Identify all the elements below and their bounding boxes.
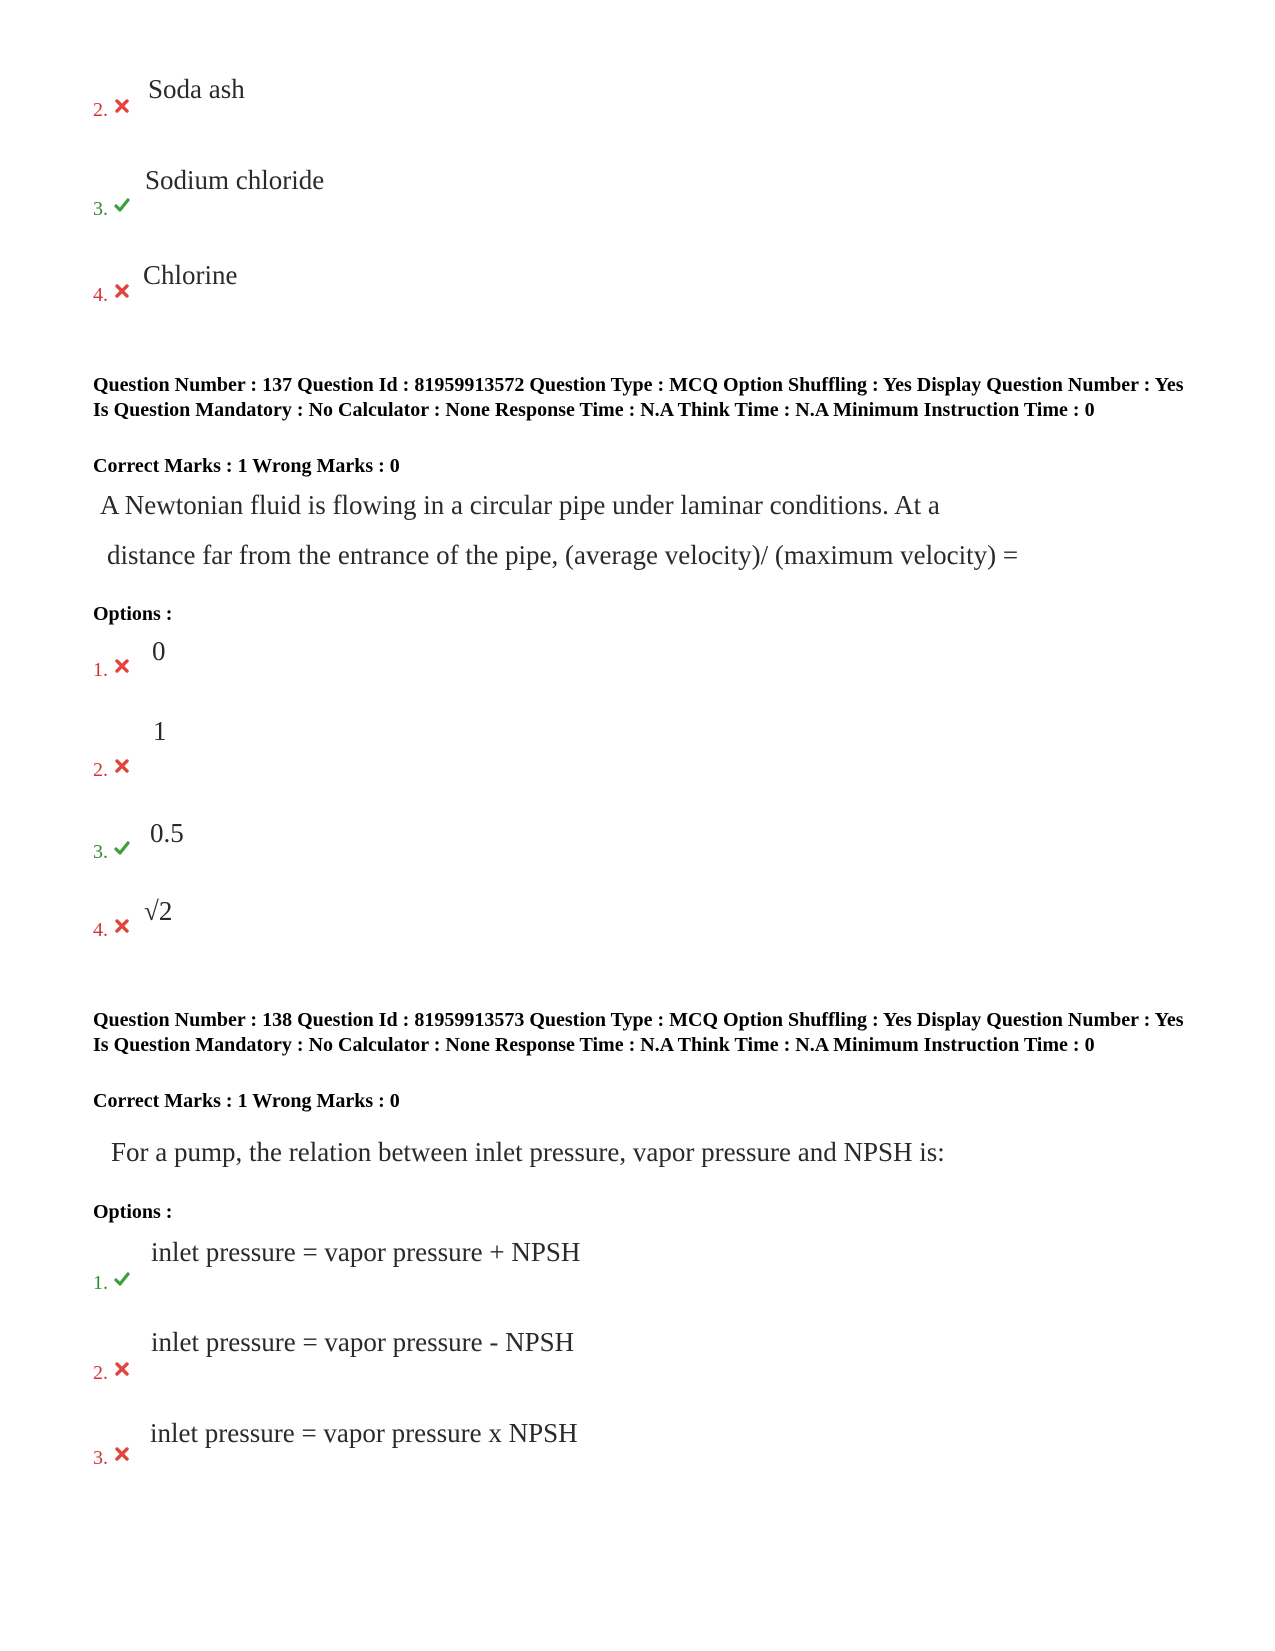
question-marks: Correct Marks : 1 Wrong Marks : 0 xyxy=(93,455,400,477)
question-text: distance far from the entrance of the pipe, (average velocity)/ (maximum velocity) = xyxy=(107,540,1019,570)
option-text: Soda ash xyxy=(148,74,245,104)
question-text: For a pump, the relation between inlet pressure, vapor pressure and NPSH is: xyxy=(111,1137,945,1167)
check-icon xyxy=(114,1271,130,1287)
cross-icon xyxy=(114,918,130,934)
options-label: Options : xyxy=(93,603,173,625)
option-number: 4. xyxy=(93,283,130,306)
option-text: 0.5 xyxy=(150,818,184,848)
option-number: 3. xyxy=(93,1446,130,1469)
check-icon xyxy=(114,840,130,856)
option-text: inlet pressure = vapor pressure + NPSH xyxy=(151,1237,581,1267)
option-text: inlet pressure = vapor pressure - NPSH xyxy=(151,1327,575,1357)
cross-icon xyxy=(114,1446,130,1462)
cross-icon xyxy=(114,98,130,114)
option-number: 3. xyxy=(93,197,130,220)
option-text: √2 xyxy=(144,896,173,926)
cross-icon xyxy=(114,283,130,299)
option-number: 2. xyxy=(93,758,130,781)
question-meta: Question Number : 137 Question Id : 81959913572 Question Type : MCQ Option Shuffling : Yes Display Question Number : Yes Is Question Mandatory : No Calculator : None Response Time : N.A Think Time : N.A Minimum Instruction Time : 0 xyxy=(93,374,1184,421)
option-number: 3. xyxy=(93,840,130,863)
cross-icon xyxy=(114,658,130,674)
option-text: inlet pressure = vapor pressure x NPSH xyxy=(150,1418,578,1448)
cross-icon xyxy=(114,1361,130,1377)
question-meta: Question Number : 138 Question Id : 81959913573 Question Type : MCQ Option Shuffling : Yes Display Question Number : Yes Is Question Mandatory : No Calculator : None Response Time : N.A Think Time : N.A Minimum Instruction Time : 0 xyxy=(93,1009,1184,1056)
option-number: 4. xyxy=(93,918,130,941)
options-label: Options : xyxy=(93,1201,173,1223)
option-text: 1 xyxy=(153,716,167,746)
option-number: 2. xyxy=(93,98,130,121)
question-marks: Correct Marks : 1 Wrong Marks : 0 xyxy=(93,1090,400,1112)
option-number: 2. xyxy=(93,1361,130,1384)
option-number: 1. xyxy=(93,1271,130,1294)
cross-icon xyxy=(114,758,130,774)
check-icon xyxy=(114,197,130,213)
option-number: 1. xyxy=(93,658,130,681)
question-text: A Newtonian fluid is flowing in a circular pipe under laminar conditions. At a xyxy=(100,490,940,520)
option-text: Chlorine xyxy=(143,260,238,290)
option-text: 0 xyxy=(152,636,166,666)
option-text: Sodium chloride xyxy=(145,165,325,195)
